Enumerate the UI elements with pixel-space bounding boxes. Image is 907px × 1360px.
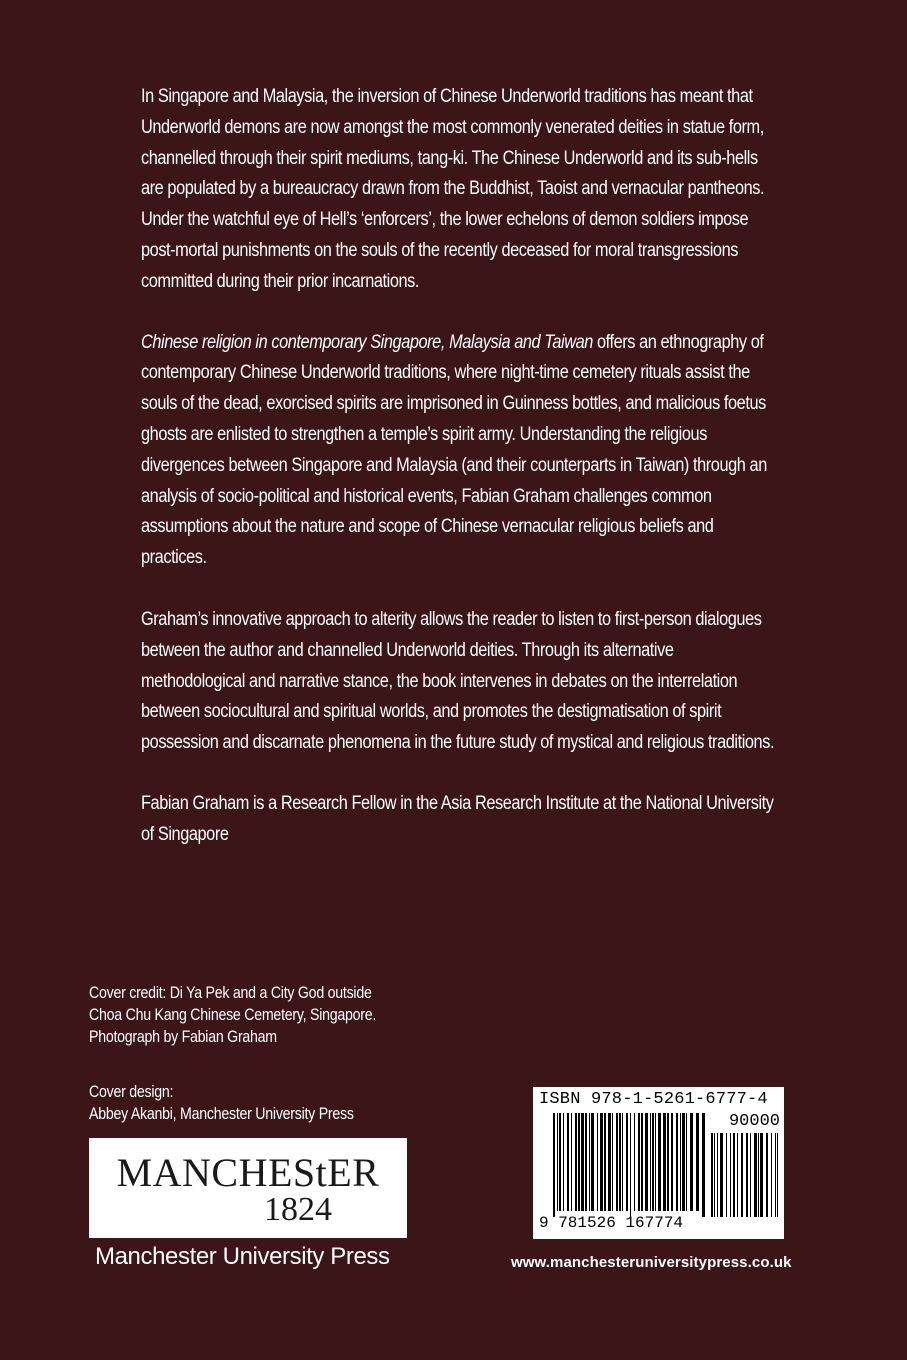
barcode-bar (622, 1113, 623, 1211)
barcode-addon-bar (741, 1133, 743, 1217)
barcode-bar (641, 1113, 643, 1211)
publisher-url: www.manchesteruniversitypress.co.uk (511, 1254, 792, 1271)
barcode-bar (559, 1113, 561, 1211)
isbn-label: ISBN 978-1-5261-6777-4 (539, 1090, 768, 1109)
barcode-bar (702, 1113, 705, 1217)
barcode-bar (616, 1113, 618, 1211)
barcode-addon-bar (754, 1133, 757, 1217)
barcode-bar (563, 1113, 564, 1211)
cover-credit (89, 982, 433, 1048)
barcode-bar (650, 1113, 651, 1211)
barcode-bar (667, 1113, 669, 1211)
cover-design-line: Abbey Akanbi, Manchester University Press (89, 1105, 354, 1123)
barcode-bar (585, 1113, 587, 1211)
barcode-bar (612, 1113, 613, 1211)
isbn-barcode (533, 1087, 784, 1239)
barcode-bar (680, 1113, 681, 1211)
barcode-bar (597, 1113, 598, 1211)
barcode-bar (591, 1113, 594, 1211)
author-bio: Fabian Graham is a Research Fellow in the Asia Research Institute at the National University of Singapore (141, 792, 774, 845)
barcode-bar (589, 1113, 590, 1211)
logo-year: 1824 (264, 1191, 332, 1228)
barcode-bar (638, 1113, 640, 1211)
barcode-addon-bar (737, 1133, 738, 1217)
barcode-bar (634, 1113, 635, 1211)
cover-design-credit (89, 1081, 433, 1125)
barcode-addon-bar (720, 1133, 723, 1217)
blurb-paragraph-1: In Singapore and Malaysia, the inversion of Chinese Underworld traditions has meant that Underworld demons are now amongst the most commonly venerated deities in statue form, channelled through their spirit mediums, tang-ki. The Chinese Underworld and its sub-hells are populated by a bureaucracy drawn from the Buddhist, Taoist and vernacular pantheons. Under the watchful eye of Hell’s ‘enforcers’, the lower echelons of demon soldiers impose post-mortal punishments on the souls of the recently deceased for moral transgressions committed during their prior incarnations. (141, 86, 765, 292)
barcode-addon-bar (717, 1133, 718, 1217)
blurb-paragraph-3: Graham’s innovative approach to alterity allows the reader to listen to first-person dialogues between the author and channelled Underworld deities. Through its alternative methodological and narrative stance, the book intervenes in debates on the interrelation between sociocultural and spiritual worlds, and promotes the destigmatisation of spirit possession and discarnate phenomena in the future study of mystical and religious traditions. (141, 608, 775, 754)
barcode-bar (676, 1113, 678, 1211)
cover-design-line: Cover design: (89, 1083, 174, 1101)
barcode-addon-bar (714, 1133, 715, 1217)
barcode-addon-bar (760, 1133, 763, 1217)
publisher-name: Manchester University Press (95, 1243, 390, 1270)
barcode-bar (608, 1113, 611, 1211)
barcode-bar (652, 1113, 654, 1211)
barcode-addon-bar (766, 1133, 768, 1217)
barcode-bar (690, 1113, 693, 1211)
barcode-bar (626, 1113, 628, 1211)
barcode-bar (600, 1113, 603, 1211)
book-title: Chinese religion in contemporary Singapore, Malaysia and Taiwan (141, 331, 593, 353)
barcode-addon-bar (746, 1133, 748, 1217)
cover-credit-line: Cover credit: Di Ya Pek and a City God outside (89, 984, 372, 1002)
barcode-bar (557, 1113, 558, 1211)
barcode-addon-bar (733, 1133, 735, 1217)
blurb-paragraph-2-rest: offers an ethnography of contemporary Chinese Underworld traditions, where night-time cemetery rituals assist the souls of the dead, exorcised spirits are imprisoned in Guinness bottles, and malicious foetus ghosts are enlisted to strengthen a temple’s spirit army. Understanding the religious divergences between Singapore and Malaysia (and their counterparts in Taiwan) through an analysis of socio-political and historical events, Fabian Graham challenges common assumptions about the nature and scope of Chinese vernacular religious beliefs and practices. (141, 331, 767, 569)
barcode-bar (630, 1113, 631, 1217)
barcode-addon-bar (771, 1133, 772, 1217)
publisher-logo (89, 1138, 407, 1238)
logo-wordmark: MANCHEStER (116, 1150, 380, 1195)
barcode-addon-bar (758, 1133, 759, 1217)
cover-credit-line: Choa Chu Kang Chinese Cemetery, Singapore. (89, 1006, 377, 1024)
barcode-bar (619, 1113, 621, 1211)
barcode-bar (682, 1113, 685, 1211)
barcode-addon-bar (775, 1133, 776, 1217)
barcode-bar (686, 1113, 687, 1211)
barcode-bar (575, 1113, 577, 1211)
barcode-bar (578, 1113, 580, 1211)
barcode-bar (655, 1113, 656, 1211)
barcode-digits: 9 781526 167774 (539, 1214, 684, 1232)
barcode-bar (645, 1113, 648, 1211)
barcode-bar (581, 1113, 584, 1211)
barcode-addon-bar (726, 1133, 727, 1217)
cover-credit-line: Photograph by Fabian Graham (89, 1028, 277, 1046)
barcode-bar (567, 1113, 569, 1211)
barcode-bar (671, 1113, 673, 1211)
blurb-text (141, 82, 781, 881)
barcode-bar (571, 1113, 572, 1211)
barcode-bar (696, 1113, 699, 1211)
barcode-addon-bar (750, 1133, 751, 1217)
barcode-addon-bar (711, 1133, 713, 1217)
barcode-addon-bar (777, 1133, 778, 1217)
barcode-bar (663, 1113, 666, 1211)
barcode-bar (658, 1113, 661, 1211)
barcode-bar (604, 1113, 606, 1211)
price-code: 90000 (728, 1112, 780, 1131)
barcode-bar (553, 1113, 555, 1217)
blurb-paragraph-2 (141, 328, 781, 574)
barcode-addon-bar (730, 1133, 731, 1217)
